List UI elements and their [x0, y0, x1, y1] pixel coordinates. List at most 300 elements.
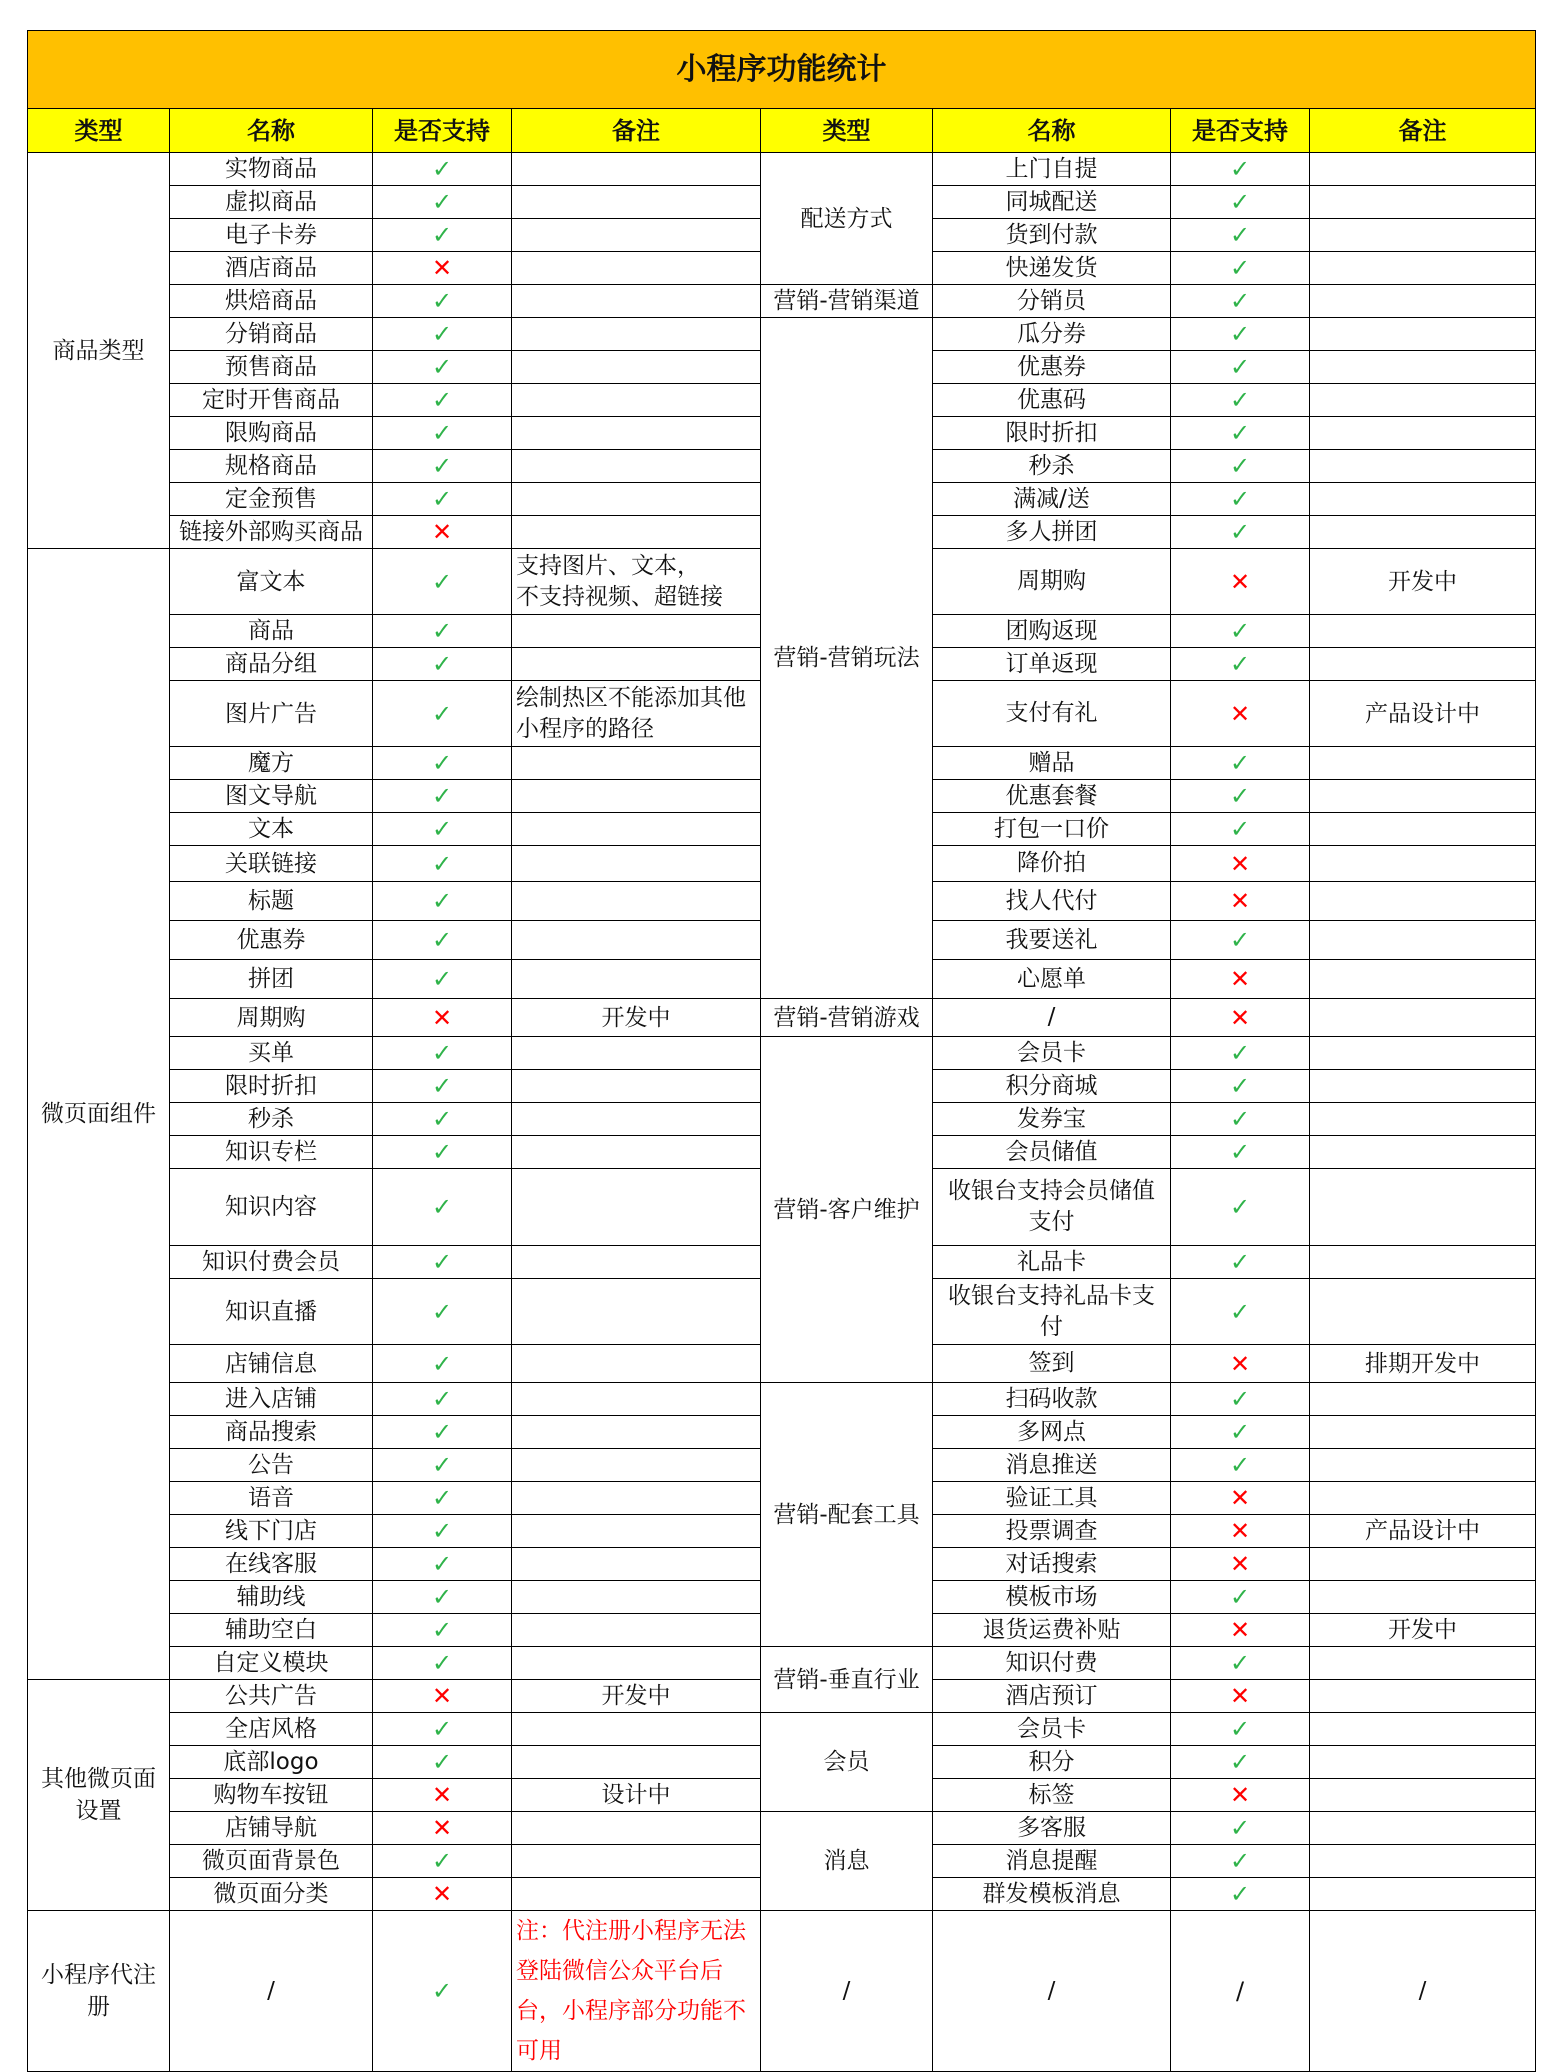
feature-name-left: 知识专栏	[170, 1136, 373, 1169]
feature-name-right: 积分商城	[933, 1070, 1171, 1103]
note-left	[512, 1037, 761, 1070]
check-icon: ✓	[373, 1416, 512, 1449]
check-icon: ✓	[1171, 1383, 1310, 1416]
note-left	[512, 1746, 761, 1779]
check-icon: ✓	[373, 1548, 512, 1581]
note-right	[1310, 186, 1536, 219]
feature-name-left: 线下门店	[170, 1515, 373, 1548]
feature-name-right: 优惠套餐	[933, 780, 1171, 813]
check-icon: ✓	[1171, 252, 1310, 285]
table-row	[28, 1037, 1536, 1070]
note-left	[512, 153, 761, 186]
feature-name-left: 知识直播	[170, 1279, 373, 1345]
note-left	[512, 1647, 761, 1680]
category-right: 营销-垂直行业	[761, 1647, 933, 1713]
category-right: 会员	[761, 1713, 933, 1812]
feature-name-right: 发券宝	[933, 1103, 1171, 1136]
note-right: /	[1310, 1911, 1536, 2072]
cross-icon: ✕	[373, 252, 512, 285]
note-right	[1310, 1845, 1536, 1878]
check-icon: ✓	[1171, 780, 1310, 813]
note-left	[512, 1169, 761, 1246]
cross-icon: ✕	[373, 999, 512, 1037]
feature-name-right: 支付有礼	[933, 681, 1171, 747]
cross-icon: ✕	[1171, 960, 1310, 999]
feature-name-right: 秒杀	[933, 450, 1171, 483]
note-left	[512, 1136, 761, 1169]
feature-name-left: 规格商品	[170, 450, 373, 483]
header-supported-left: 是否支持	[373, 109, 512, 153]
note-left	[512, 1812, 761, 1845]
check-icon: ✓	[1171, 1713, 1310, 1746]
note-right	[1310, 999, 1536, 1037]
feature-name-left: 底部logo	[170, 1746, 373, 1779]
note-right: 产品设计中	[1310, 1515, 1536, 1548]
note-left: 支持图片、文本， 不支持视频、超链接	[512, 549, 761, 615]
note-left	[512, 615, 761, 648]
check-icon: ✓	[1171, 921, 1310, 960]
note-right	[1310, 1449, 1536, 1482]
check-icon: ✓	[1171, 1647, 1310, 1680]
note-left	[512, 1383, 761, 1416]
note-right: 排期开发中	[1310, 1345, 1536, 1383]
note-right	[1310, 882, 1536, 921]
check-icon: ✓	[373, 1246, 512, 1279]
feature-name-right: 同城配送	[933, 186, 1171, 219]
check-icon: ✓	[1171, 1449, 1310, 1482]
note-left	[512, 1713, 761, 1746]
feature-name-left: 微页面分类	[170, 1878, 373, 1911]
note-left: 设计中	[512, 1779, 761, 1812]
note-left	[512, 1449, 761, 1482]
check-icon: ✓	[1171, 747, 1310, 780]
feature-name-left: 分销商品	[170, 318, 373, 351]
check-icon: ✓	[1171, 186, 1310, 219]
header-type-left: 类型	[28, 109, 170, 153]
check-icon: ✓	[373, 219, 512, 252]
cross-icon: ✕	[373, 1680, 512, 1713]
feature-name-left: 电子卡券	[170, 219, 373, 252]
category-right: 消息	[761, 1812, 933, 1911]
header-name-right: 名称	[933, 109, 1171, 153]
cross-icon: ✕	[1171, 1515, 1310, 1548]
feature-name-left: 标题	[170, 882, 373, 921]
feature-name-left: 商品搜索	[170, 1416, 373, 1449]
feature-name-right: 多客服	[933, 1812, 1171, 1845]
feature-name-right: 投票调查	[933, 1515, 1171, 1548]
feature-name-left: 限时折扣	[170, 1070, 373, 1103]
table-row	[28, 1383, 1536, 1416]
feature-name-right: 上门自提	[933, 153, 1171, 186]
note-right	[1310, 1713, 1536, 1746]
check-icon: ✓	[373, 1136, 512, 1169]
feature-table	[27, 30, 1536, 2072]
note-left	[512, 1246, 761, 1279]
cross-icon: ✕	[1171, 846, 1310, 882]
feature-name-right: 我要送礼	[933, 921, 1171, 960]
note-left	[512, 1581, 761, 1614]
check-icon: ✓	[373, 483, 512, 516]
cross-icon: ✕	[1171, 1614, 1310, 1647]
check-icon: ✓	[1171, 1246, 1310, 1279]
feature-name-left: 周期购	[170, 999, 373, 1037]
sheet-title: 小程序功能统计	[28, 31, 1536, 109]
note-right	[1310, 1070, 1536, 1103]
feature-name-left: 虚拟商品	[170, 186, 373, 219]
feature-name-right: 赠品	[933, 747, 1171, 780]
note-right	[1310, 318, 1536, 351]
feature-name-right: 优惠码	[933, 384, 1171, 417]
table-row	[28, 153, 1536, 186]
check-icon: ✓	[373, 1581, 512, 1614]
check-icon: ✓	[1171, 1279, 1310, 1345]
note-left	[512, 186, 761, 219]
feature-name-left: 全店风格	[170, 1713, 373, 1746]
feature-name-left: 自定义模块	[170, 1647, 373, 1680]
check-icon: ✓	[1171, 648, 1310, 681]
check-icon: ✓	[1171, 351, 1310, 384]
feature-name-left: 文本	[170, 813, 373, 846]
feature-name-left: 辅助空白	[170, 1614, 373, 1647]
note-right	[1310, 846, 1536, 882]
feature-name-left: 魔方	[170, 747, 373, 780]
check-icon: ✓	[373, 1482, 512, 1515]
feature-name-right: 会员卡	[933, 1037, 1171, 1070]
note-right	[1310, 1878, 1536, 1911]
check-icon: ✓	[373, 186, 512, 219]
note-left	[512, 1279, 761, 1345]
check-icon: ✓	[1171, 813, 1310, 846]
note-right	[1310, 1581, 1536, 1614]
note-left	[512, 1845, 761, 1878]
note-right	[1310, 153, 1536, 186]
feature-name-right: 优惠券	[933, 351, 1171, 384]
table-row	[28, 1647, 1536, 1680]
note-right	[1310, 516, 1536, 549]
feature-name-left: 语音	[170, 1482, 373, 1515]
check-icon: ✓	[373, 1345, 512, 1383]
note-right	[1310, 450, 1536, 483]
note-left	[512, 846, 761, 882]
feature-name-right: 快递发货	[933, 252, 1171, 285]
check-icon: ✓	[373, 648, 512, 681]
feature-name-right: 瓜分券	[933, 318, 1171, 351]
note-right	[1310, 1416, 1536, 1449]
cross-icon: ✕	[1171, 999, 1310, 1037]
note-left	[512, 1515, 761, 1548]
feature-name-left: 辅助线	[170, 1581, 373, 1614]
note-left	[512, 648, 761, 681]
category-left: 微页面组件	[28, 549, 170, 1680]
check-icon: ✓	[373, 681, 512, 747]
check-icon: ✓	[373, 1647, 512, 1680]
feature-name-left: 定金预售	[170, 483, 373, 516]
cross-icon: ✕	[1171, 549, 1310, 615]
category-left: 商品类型	[28, 153, 170, 549]
check-icon: ✓	[373, 747, 512, 780]
note-left	[512, 483, 761, 516]
note-left: 绘制热区不能添加其他小程序的路径	[512, 681, 761, 747]
table-row	[28, 318, 1536, 351]
check-icon: ✓	[1171, 1169, 1310, 1246]
feature-name-left: 烘焙商品	[170, 285, 373, 318]
feature-name-right: 满减/送	[933, 483, 1171, 516]
cross-icon: ✕	[373, 516, 512, 549]
cross-icon: ✕	[373, 1779, 512, 1812]
check-icon: ✓	[1171, 219, 1310, 252]
category-right: 配送方式	[761, 153, 933, 285]
feature-name-right: 货到付款	[933, 219, 1171, 252]
note-left	[512, 1103, 761, 1136]
check-icon: ✓	[373, 1746, 512, 1779]
check-icon: ✓	[1171, 1581, 1310, 1614]
feature-name-right: 签到	[933, 1345, 1171, 1383]
feature-name-right: 标签	[933, 1779, 1171, 1812]
feature-name-right: 降价拍	[933, 846, 1171, 882]
note-left	[512, 219, 761, 252]
category-right: 营销-客户维护	[761, 1037, 933, 1383]
feature-name-right: 知识付费	[933, 1647, 1171, 1680]
check-icon: ✓	[1171, 1136, 1310, 1169]
feature-name-left: 关联链接	[170, 846, 373, 882]
check-icon: ✓	[1171, 516, 1310, 549]
check-icon: ✓	[373, 153, 512, 186]
category-left: 小程序代注册	[28, 1911, 170, 2072]
feature-name-left: 限购商品	[170, 417, 373, 450]
feature-name-left: 优惠券	[170, 921, 373, 960]
note-left	[512, 1345, 761, 1383]
check-icon: ✓	[1171, 318, 1310, 351]
note-left	[512, 516, 761, 549]
feature-name-right: 验证工具	[933, 1482, 1171, 1515]
feature-name-right: /	[933, 999, 1171, 1037]
note-right	[1310, 1037, 1536, 1070]
note-left: 注：代注册小程序无法登陆微信公众平台后台，小程序部分功能不可用	[512, 1911, 761, 2072]
feature-name-right: 模板市场	[933, 1581, 1171, 1614]
note-right: 开发中	[1310, 1614, 1536, 1647]
check-icon: ✓	[373, 813, 512, 846]
feature-name-left: 在线客服	[170, 1548, 373, 1581]
check-icon: ✓	[1171, 1812, 1310, 1845]
note-right	[1310, 615, 1536, 648]
feature-name-left: 定时开售商品	[170, 384, 373, 417]
cross-icon: ✕	[1171, 1680, 1310, 1713]
note-right	[1310, 747, 1536, 780]
check-icon: ✓	[373, 1103, 512, 1136]
note-right	[1310, 960, 1536, 999]
check-icon: ✓	[1171, 1416, 1310, 1449]
title-row	[28, 31, 1536, 109]
feature-name-right: 打包一口价	[933, 813, 1171, 846]
check-icon: ✓	[1171, 615, 1310, 648]
note-right	[1310, 1812, 1536, 1845]
check-icon: ✓	[373, 417, 512, 450]
note-right	[1310, 780, 1536, 813]
feature-name-left: 秒杀	[170, 1103, 373, 1136]
header-supported-right: 是否支持	[1171, 109, 1310, 153]
category-right: /	[761, 1911, 933, 2072]
feature-name-right: /	[933, 1911, 1171, 2072]
check-icon: ✓	[1171, 417, 1310, 450]
note-right	[1310, 1246, 1536, 1279]
feature-name-right: 退货运费补贴	[933, 1614, 1171, 1647]
feature-name-right: 对话搜索	[933, 1548, 1171, 1581]
check-icon: ✓	[373, 1911, 512, 2072]
feature-name-left: 图片广告	[170, 681, 373, 747]
feature-name-left: 酒店商品	[170, 252, 373, 285]
feature-name-left: 购物车按钮	[170, 1779, 373, 1812]
feature-name-left: 图文导航	[170, 780, 373, 813]
note-right	[1310, 483, 1536, 516]
cross-icon: ✕	[1171, 681, 1310, 747]
check-icon: ✓	[373, 615, 512, 648]
table-row	[28, 285, 1536, 318]
note-right	[1310, 1779, 1536, 1812]
table-row	[28, 1713, 1536, 1746]
cross-icon: ✕	[1171, 1482, 1310, 1515]
cross-icon: ✕	[1171, 1345, 1310, 1383]
category-right: 营销-营销渠道	[761, 285, 933, 318]
feature-name-left: 买单	[170, 1037, 373, 1070]
check-icon: ✓	[373, 285, 512, 318]
feature-name-right: 群发模板消息	[933, 1878, 1171, 1911]
note-left	[512, 921, 761, 960]
note-left	[512, 1070, 761, 1103]
note-right	[1310, 1383, 1536, 1416]
note-right	[1310, 1647, 1536, 1680]
note-left	[512, 1482, 761, 1515]
check-icon: ✓	[373, 780, 512, 813]
check-icon: ✓	[373, 921, 512, 960]
feature-name-left: 知识内容	[170, 1169, 373, 1246]
note-left	[512, 417, 761, 450]
header-name-left: 名称	[170, 109, 373, 153]
feature-name-left: 商品	[170, 615, 373, 648]
feature-name-right: 收银台支持礼品卡支付	[933, 1279, 1171, 1345]
note-left	[512, 882, 761, 921]
check-icon: ✓	[373, 1279, 512, 1345]
note-left	[512, 960, 761, 999]
note-left	[512, 450, 761, 483]
feature-name-right: 收银台支持会员储值支付	[933, 1169, 1171, 1246]
feature-name-left: 链接外部购买商品	[170, 516, 373, 549]
check-icon: ✓	[373, 1037, 512, 1070]
note-left	[512, 747, 761, 780]
check-icon: ✓	[1171, 450, 1310, 483]
feature-name-right: 分销员	[933, 285, 1171, 318]
check-icon: ✓	[373, 1515, 512, 1548]
feature-name-left: 店铺导航	[170, 1812, 373, 1845]
feature-name-left: 预售商品	[170, 351, 373, 384]
cross-icon: ✕	[373, 1812, 512, 1845]
feature-name-left: 微页面背景色	[170, 1845, 373, 1878]
feature-name-right: 酒店预订	[933, 1680, 1171, 1713]
feature-name-right: 礼品卡	[933, 1246, 1171, 1279]
feature-name-right: 消息推送	[933, 1449, 1171, 1482]
table-row	[28, 1812, 1536, 1845]
check-icon: ✓	[1171, 285, 1310, 318]
feature-name-left: 富文本	[170, 549, 373, 615]
check-icon: ✓	[1171, 1070, 1310, 1103]
note-right	[1310, 285, 1536, 318]
feature-name-left: 拼团	[170, 960, 373, 999]
feature-name-right: 心愿单	[933, 960, 1171, 999]
table-row	[28, 1911, 1536, 2072]
check-icon: ✓	[1171, 1845, 1310, 1878]
check-icon: ✓	[373, 384, 512, 417]
check-icon: ✓	[1171, 1037, 1310, 1070]
check-icon: ✓	[373, 960, 512, 999]
feature-name-left: 店铺信息	[170, 1345, 373, 1383]
note-right	[1310, 252, 1536, 285]
feature-name-right: 订单返现	[933, 648, 1171, 681]
category-left: 其他微页面设置	[28, 1680, 170, 1911]
table-row	[28, 999, 1536, 1037]
category-right: 营销-配套工具	[761, 1383, 933, 1647]
note-left	[512, 1548, 761, 1581]
header-note-right: 备注	[1310, 109, 1536, 153]
feature-name-right: 会员卡	[933, 1713, 1171, 1746]
note-right	[1310, 921, 1536, 960]
note-left	[512, 1614, 761, 1647]
note-right	[1310, 1103, 1536, 1136]
note-left: 开发中	[512, 1680, 761, 1713]
note-left	[512, 285, 761, 318]
note-right	[1310, 351, 1536, 384]
note-left	[512, 1878, 761, 1911]
note-right	[1310, 219, 1536, 252]
check-icon: ✓	[373, 882, 512, 921]
support-right: /	[1171, 1911, 1310, 2072]
feature-name-right: 扫码收款	[933, 1383, 1171, 1416]
cross-icon: ✕	[1171, 882, 1310, 921]
note-left	[512, 1416, 761, 1449]
check-icon: ✓	[373, 846, 512, 882]
check-icon: ✓	[373, 1383, 512, 1416]
feature-name-right: 消息提醒	[933, 1845, 1171, 1878]
header-type-right: 类型	[761, 109, 933, 153]
note-right	[1310, 813, 1536, 846]
feature-name-right: 团购返现	[933, 615, 1171, 648]
note-right	[1310, 1136, 1536, 1169]
feature-name-left: 公共广告	[170, 1680, 373, 1713]
cross-icon: ✕	[1171, 1779, 1310, 1812]
check-icon: ✓	[373, 318, 512, 351]
check-icon: ✓	[1171, 153, 1310, 186]
note-right	[1310, 648, 1536, 681]
feature-name-left: 实物商品	[170, 153, 373, 186]
note-right	[1310, 417, 1536, 450]
check-icon: ✓	[373, 1614, 512, 1647]
feature-name-left: 公告	[170, 1449, 373, 1482]
check-icon: ✓	[373, 1713, 512, 1746]
category-right: 营销-营销游戏	[761, 999, 933, 1037]
check-icon: ✓	[373, 351, 512, 384]
note-right	[1310, 1548, 1536, 1581]
check-icon: ✓	[1171, 1878, 1310, 1911]
check-icon: ✓	[1171, 384, 1310, 417]
check-icon: ✓	[1171, 1746, 1310, 1779]
note-right	[1310, 384, 1536, 417]
note-left	[512, 813, 761, 846]
feature-name-right: 多人拼团	[933, 516, 1171, 549]
check-icon: ✓	[373, 1169, 512, 1246]
feature-name-left: 进入店铺	[170, 1383, 373, 1416]
check-icon: ✓	[373, 1070, 512, 1103]
feature-name-right: 限时折扣	[933, 417, 1171, 450]
check-icon: ✓	[1171, 1103, 1310, 1136]
check-icon: ✓	[373, 1845, 512, 1878]
